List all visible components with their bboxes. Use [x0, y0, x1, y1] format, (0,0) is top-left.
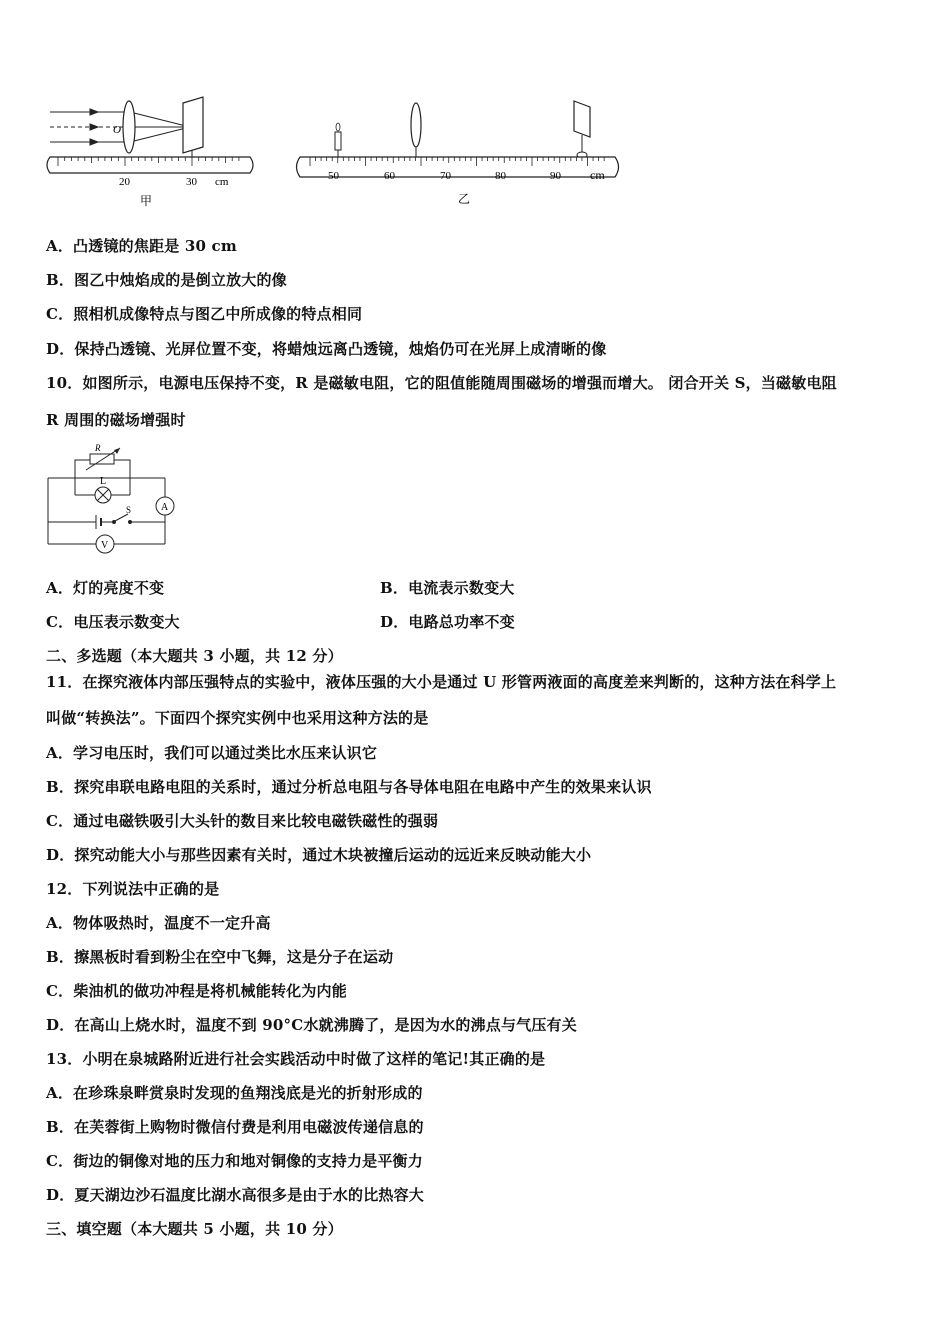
- section-3-heading: 三、填空题（本大题共 5 小题，共 10 分）: [46, 1220, 343, 1238]
- q10-option-a: A．灯的亮度不变: [46, 579, 165, 597]
- q10-stem-line1: 10．如图所示，电源电压保持不变，R 是磁敏电阻，它的阻值能随周围磁场的增强而增大。 闭合开关 S，当磁敏电阻: [46, 374, 837, 392]
- q11-option-a: A．学习电压时，我们可以通过类比水压来认识它: [46, 744, 378, 762]
- label-s: S: [126, 505, 132, 515]
- label-l: L: [100, 476, 107, 487]
- q11-option-d: D．探究动能大小与那些因素有关时，通过木块被撞后运动的远近来反映动能大小: [46, 846, 592, 864]
- focal-mark-o: O: [113, 124, 121, 136]
- ruler-unit: cm: [215, 176, 229, 188]
- q10-stem-line2: R 周围的磁场增强时: [46, 411, 186, 429]
- q13-option-c: C．街边的铜像对地的压力和地对铜像的支持力是平衡力: [46, 1152, 423, 1170]
- label-a: A: [161, 502, 169, 513]
- q9-option-c: C．照相机成像特点与图乙中所成像的特点相同: [46, 305, 363, 323]
- label-v: V: [101, 540, 109, 551]
- q9-option-d: D．保持凸透镜、光屏位置不变，将蜡烛远离凸透镜，烛焰仍可在光屏上成清晰的像: [46, 340, 607, 358]
- figure-yi-optical-bench: [290, 95, 630, 210]
- q12-stem: 12．下列说法中正确的是: [46, 880, 220, 898]
- q13-option-b: B．在芙蓉街上购物时微信付费是利用电磁波传递信息的: [46, 1118, 424, 1136]
- q12-option-d: D．在高山上烧水时，温度不到 90°C水就沸腾了，是因为水的沸点与气压有关: [46, 1016, 577, 1034]
- section-2-heading: 二、多选题（本大题共 3 小题，共 12 分）: [46, 647, 343, 665]
- q13-option-a: A．在珍珠泉畔赏泉时发现的鱼翔浅底是光的折射形成的: [46, 1084, 423, 1102]
- q11-stem-line1: 11．在探究液体内部压强特点的实验中，液体压强的大小是通过 U 形管两液面的高度差来判断的，这种方法在科学上: [46, 673, 837, 691]
- ruler-tick-70: 70: [440, 170, 451, 182]
- figure-jia-lens-focal-length: [40, 95, 265, 210]
- q9-option-a: A．凸透镜的焦距是 30 cm: [46, 237, 237, 255]
- ruler-tick-90: 90: [550, 170, 561, 182]
- q12-option-b: B．擦黑板时看到粉尘在空中飞舞，这是分子在运动: [46, 948, 394, 966]
- ruler-tick-80: 80: [495, 170, 506, 182]
- ruler-tick-60: 60: [384, 170, 395, 182]
- figure-label-yi: 乙: [458, 192, 471, 206]
- ruler-tick-20: 20: [119, 176, 130, 188]
- convex-lens: [123, 101, 135, 153]
- q13-option-d: D．夏天湖边沙石温度比湖水高很多是由于水的比热容大: [46, 1186, 425, 1204]
- figure-label-jia: 甲: [140, 194, 153, 208]
- ruler-tick-30: 30: [186, 176, 197, 188]
- q10-option-d: D．电路总功率不变: [380, 613, 515, 631]
- q11-option-c: C．通过电磁铁吸引大头针的数目来比较电磁铁磁性的强弱: [46, 812, 439, 830]
- convex-lens: [411, 103, 421, 147]
- q9-option-b: B．图乙中烛焰成的是倒立放大的像: [46, 271, 287, 289]
- ruler-tick-50: 50: [328, 170, 339, 182]
- ruler-unit: cm: [590, 168, 605, 182]
- light-screen: [574, 101, 590, 137]
- q12-option-c: C．柴油机的做功冲程是将机械能转化为内能: [46, 982, 347, 1000]
- label-r: R: [95, 443, 101, 453]
- q13-stem: 13．小明在泉城路附近进行社会实践活动中时做了这样的笔记!其正确的是: [46, 1050, 546, 1068]
- switch-icon: [115, 514, 128, 521]
- q10-option-b: B．电流表示数变大: [380, 579, 515, 597]
- q10-circuit-diagram: [40, 440, 185, 555]
- q10-option-c: C．电压表示数变大: [46, 613, 180, 631]
- q12-option-a: A．物体吸热时，温度不一定升高: [46, 914, 271, 932]
- candle: [335, 123, 341, 157]
- light-screen: [183, 97, 203, 153]
- q11-stem-line2: 叫做“转换法”。下面四个探究实例中也采用这种方法的是: [46, 709, 429, 727]
- q11-option-b: B．探究串联电路电阻的关系时，通过分析总电阻与各导体电阻在电路中产生的效果来认识: [46, 778, 652, 796]
